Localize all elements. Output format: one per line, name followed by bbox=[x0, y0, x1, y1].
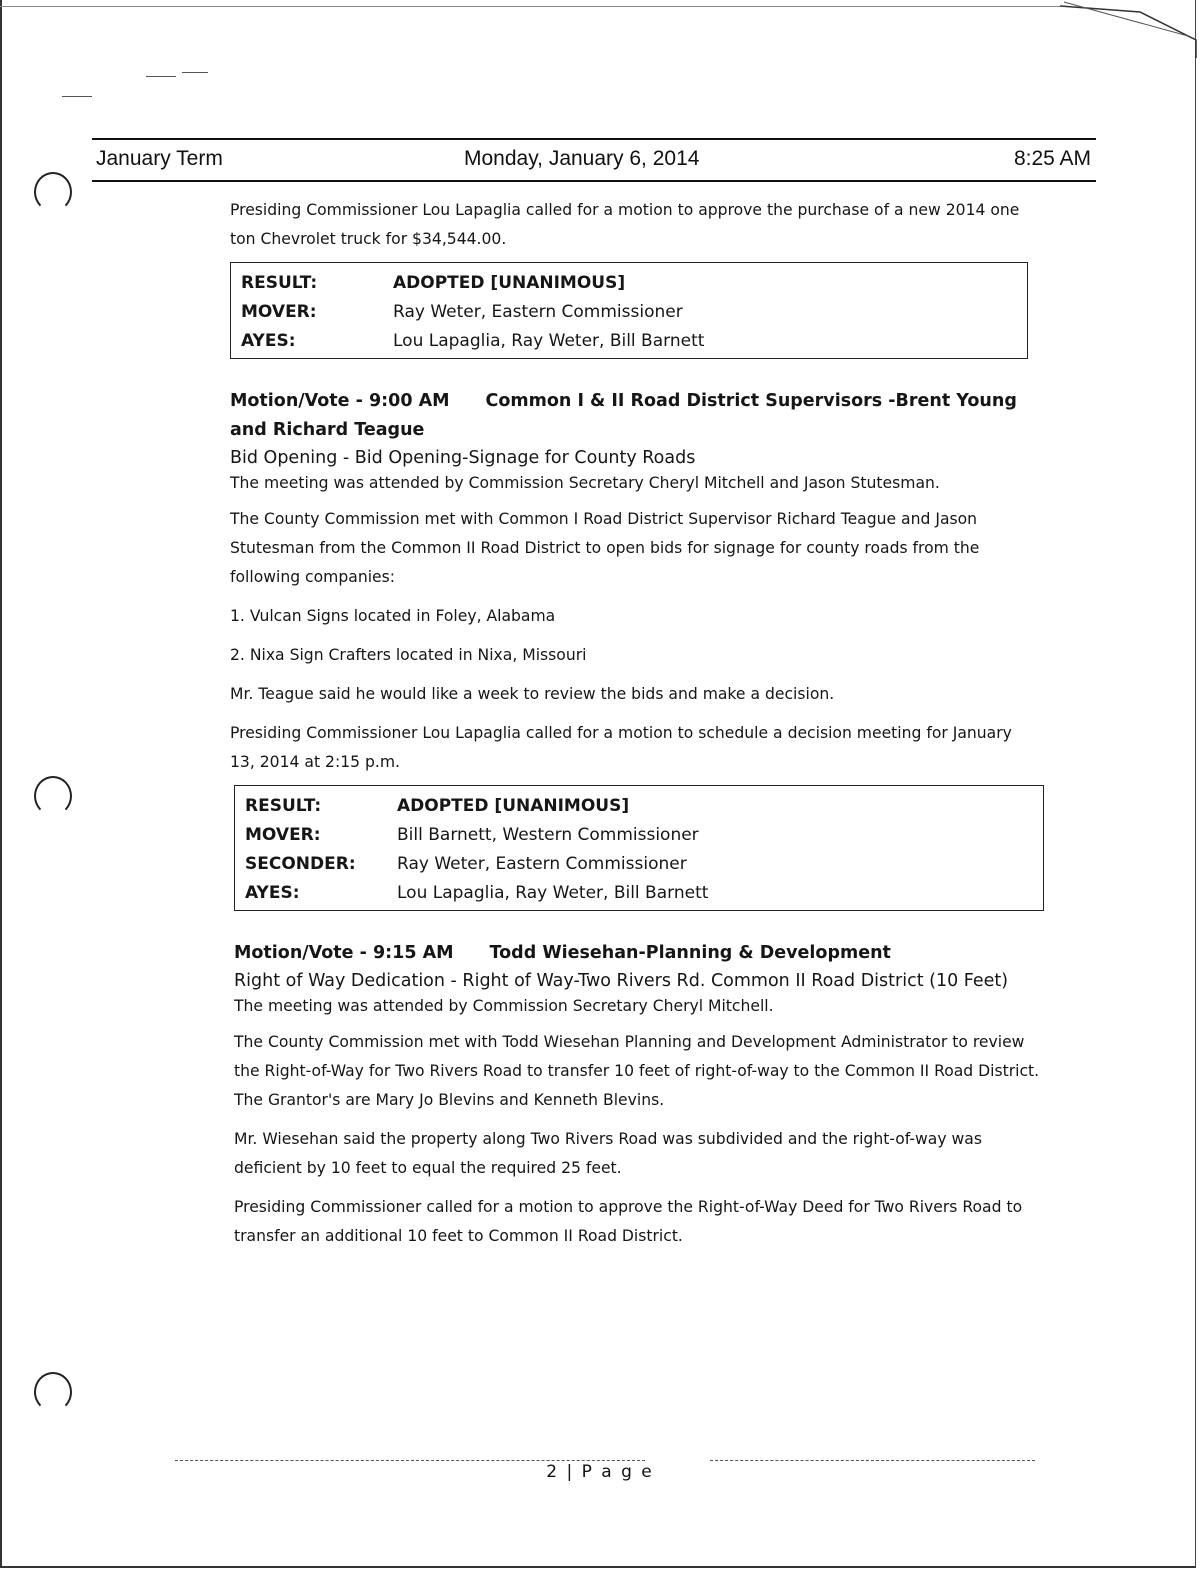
paragraph: Mr. Wiesehan said the property along Two Rivers Road was subdivided and the right-of-way was deficient by 10 feet to equal the required 25 feet. bbox=[234, 1130, 982, 1177]
punch-hole bbox=[34, 1372, 72, 1412]
section-time-label: Motion/Vote - 9:00 AM bbox=[230, 391, 450, 411]
scan-mark bbox=[62, 96, 92, 97]
vote-row bbox=[245, 792, 1033, 821]
section-time-label: Motion/Vote - 9:15 AM bbox=[234, 943, 454, 963]
vote-row bbox=[241, 327, 1017, 356]
minutes-content bbox=[230, 196, 1040, 1251]
paragraph: Presiding Commissioner called for a motion to approve the Right-of-Way Deed for Two Rivers Road to transfer an additional 10 feet to Common II Road District. bbox=[234, 1198, 1023, 1245]
vote-value: Ray Weter, Eastern Commissioner bbox=[393, 302, 683, 322]
vote-label: SECONDER: bbox=[245, 854, 356, 874]
section-heading-1 bbox=[230, 387, 1040, 445]
vote-row bbox=[241, 298, 1017, 327]
paragraph: Presiding Commissioner Lou Lapaglia called for a motion to schedule a decision meeting for January 13, 2014 at 2:15 p.m. bbox=[230, 724, 1012, 771]
paragraph: Mr. Teague said he would like a week to review the bids and make a decision. bbox=[230, 685, 835, 703]
vote-label: RESULT: bbox=[245, 796, 322, 816]
vote-row bbox=[241, 269, 1017, 298]
section-title: Common I & II Road District Supervisors -Brent Young and Richard Teague bbox=[230, 391, 1017, 440]
intro-paragraph: Presiding Commissioner Lou Lapaglia called for a motion to approve the purchase of a new 2014 one ton Chevrolet truck for $34,544.00. bbox=[230, 201, 1020, 248]
header-rule-top bbox=[92, 138, 1096, 140]
section-heading-2 bbox=[234, 939, 1040, 968]
page-top-edge bbox=[0, 6, 1060, 7]
vote-row bbox=[245, 879, 1033, 908]
agenda-item: Right of Way Dedication - Right of Way-Two Rivers Rd. Common II Road District (10 Feet) bbox=[234, 971, 1009, 991]
header-term: January Term bbox=[96, 147, 223, 170]
list-item: 2. Nixa Sign Crafters located in Nixa, Missouri bbox=[230, 646, 587, 664]
vote-label: MOVER: bbox=[245, 825, 321, 845]
paragraph: The County Commission met with Common I Road District Supervisor Richard Teague and Jason Stutesman from the Common II Road District to open bids for signage for county roads from the following companies: bbox=[230, 510, 980, 586]
vote-value: Ray Weter, Eastern Commissioner bbox=[397, 854, 687, 874]
vote-label: AYES: bbox=[245, 883, 300, 903]
punch-hole bbox=[34, 172, 72, 212]
attendance-note: The meeting was attended by Commission Secretary Cheryl Mitchell and Jason Stutesman. bbox=[230, 474, 940, 492]
footer-rule bbox=[710, 1460, 1035, 1461]
paragraph: The County Commission met with Todd Wiesehan Planning and Development Administrator to review the Right-of-Way for Two Rivers Road to transfer 10 feet of right-of-way to the Common II Road District. The Grantor's are Mary Jo Blevins and Kenneth Blevins. bbox=[234, 1033, 1040, 1109]
folded-corner bbox=[1060, 0, 1200, 60]
header-time: 8:25 AM bbox=[1013, 147, 1091, 170]
vote-value: Lou Lapaglia, Ray Weter, Bill Barnett bbox=[397, 883, 709, 903]
header-rule-bottom bbox=[92, 180, 1096, 182]
vote-value: ADOPTED [UNANIMOUS] bbox=[397, 796, 630, 816]
vote-value: Bill Barnett, Western Commissioner bbox=[397, 825, 699, 845]
vote-value: Lou Lapaglia, Ray Weter, Bill Barnett bbox=[393, 331, 705, 351]
vote-row bbox=[245, 850, 1033, 879]
list-item: 1. Vulcan Signs located in Foley, Alabama bbox=[230, 607, 556, 625]
vote-label: AYES: bbox=[241, 331, 296, 351]
vote-label: RESULT: bbox=[241, 273, 318, 293]
footer-rule bbox=[175, 1460, 645, 1461]
page-header bbox=[96, 147, 1093, 177]
punch-hole bbox=[34, 776, 72, 816]
vote-result-box-1 bbox=[230, 262, 1028, 359]
page-number: 2 | P a g e bbox=[546, 1462, 654, 1482]
vote-row bbox=[245, 821, 1033, 850]
vote-label: MOVER: bbox=[241, 302, 317, 322]
agenda-item: Bid Opening - Bid Opening-Signage for County Roads bbox=[230, 448, 696, 468]
scan-mark bbox=[146, 76, 176, 77]
attendance-note: The meeting was attended by Commission Secretary Cheryl Mitchell. bbox=[234, 997, 774, 1015]
section-title: Todd Wiesehan-Planning & Development bbox=[489, 943, 891, 963]
scan-mark bbox=[182, 72, 208, 73]
header-date: Monday, January 6, 2014 bbox=[464, 147, 700, 170]
vote-result-box-2 bbox=[234, 785, 1044, 911]
vote-value: ADOPTED [UNANIMOUS] bbox=[393, 273, 626, 293]
